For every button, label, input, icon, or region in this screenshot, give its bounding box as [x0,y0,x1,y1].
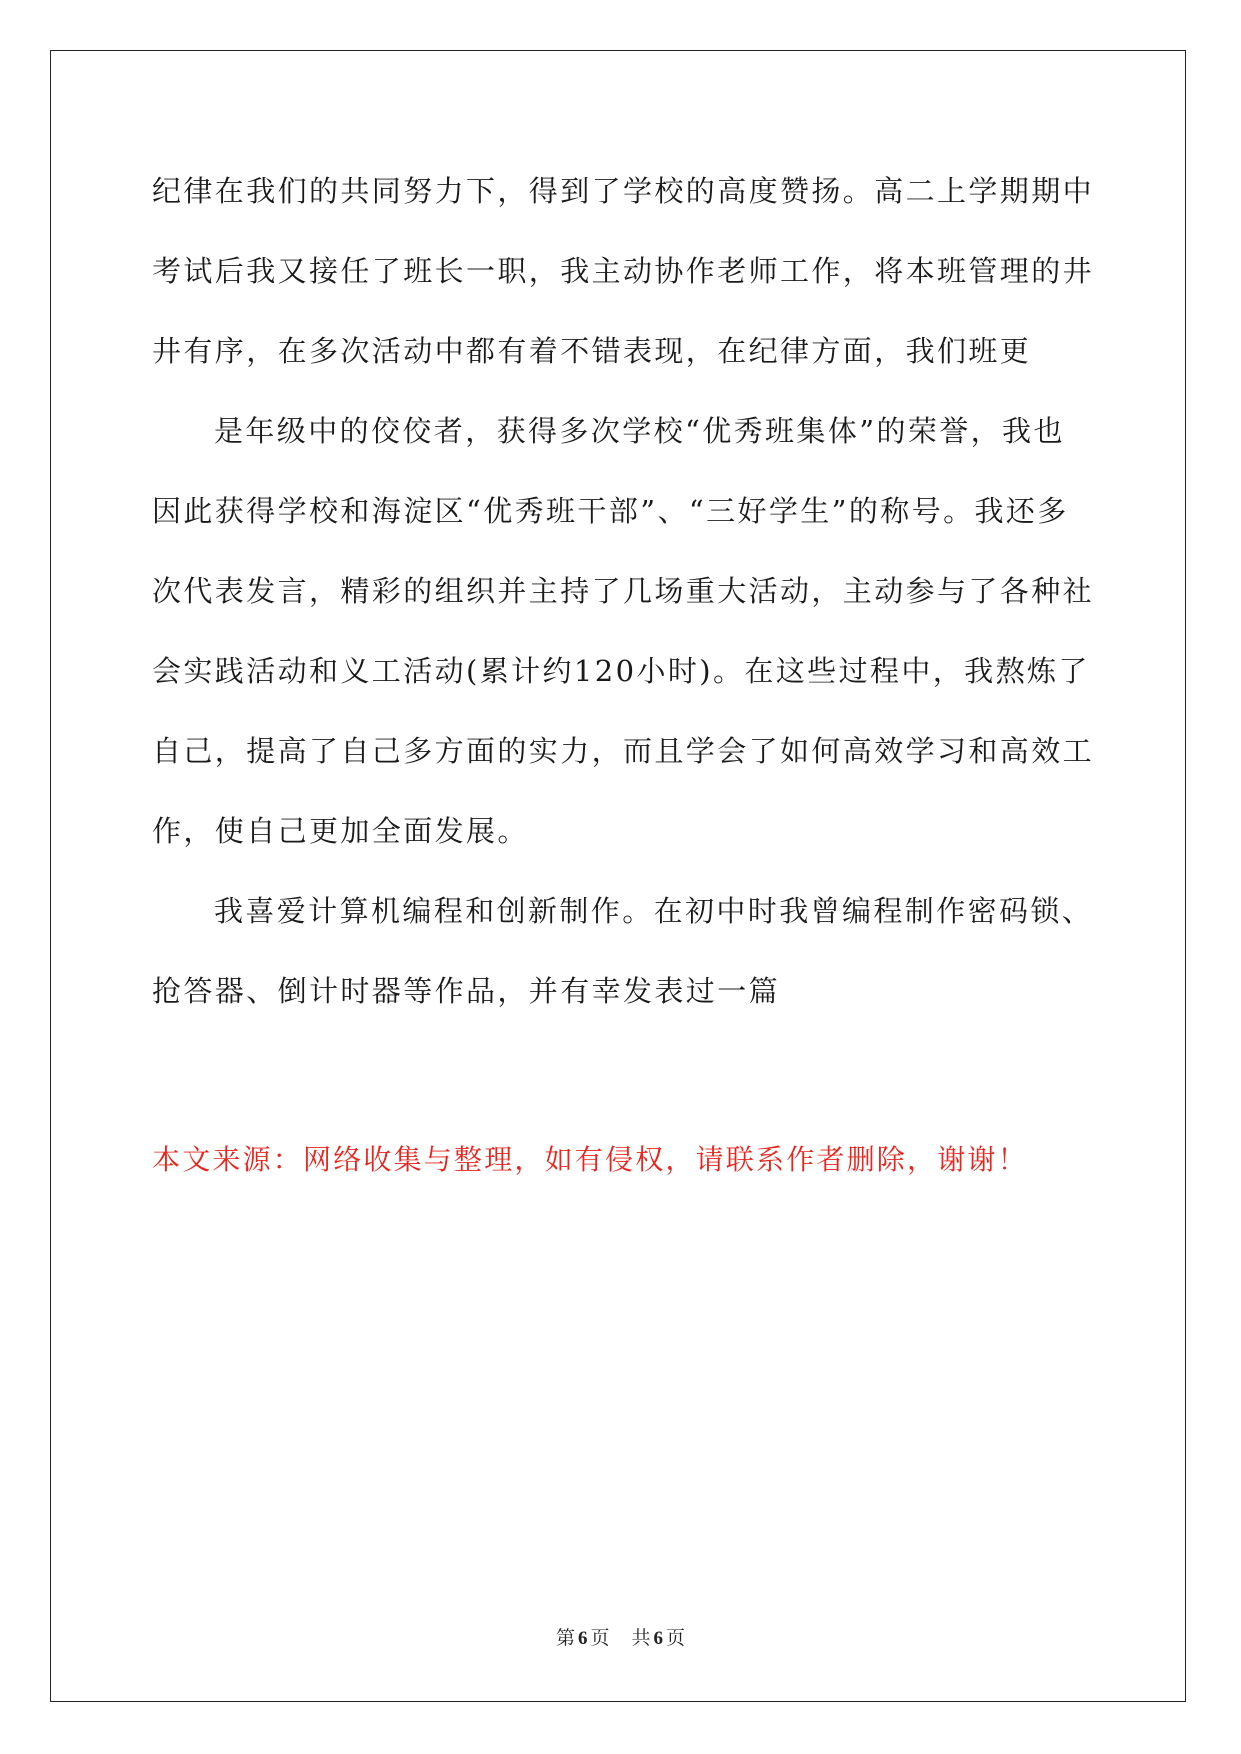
text-line: 会实践活动和义工活动(累计约120小时)。在这些过程中，我熬炼了 [152,654,1090,688]
document-body [152,163,1095,1043]
text-line: 自己，提高了自己多方面的实力，而且学会了如何高效学习和高效工 [152,734,1095,768]
total-page-number: 6 [653,1628,664,1649]
text-line: 我喜爱计算机编程和创新制作。在初中时我曾编程制作密码锁、 [214,894,1094,928]
footer-total-prefix: 共 [631,1627,651,1649]
text-line: 考试后我又接任了班长一职，我主动协作老师工作，将本班管理的井 [152,254,1095,288]
footer-prefix: 第 [555,1627,575,1649]
text-line: 井有序，在多次活动中都有着不错表现，在纪律方面，我们班更 [152,334,1032,368]
page-footer [0,1626,1241,1651]
footer-page-unit: 页 [590,1627,610,1649]
text-line: 抢答器、倒计时器等作品，并有幸发表过一篇 [152,974,781,1008]
text-line: 次代表发言，精彩的组织并主持了几场重大活动，主动参与了各种社 [152,574,1095,608]
text-line: 是年级中的佼佼者，获得多次学校“优秀班集体”的荣誉，我也 [214,414,1065,448]
text-line: 作，使自己更加全面发展。 [152,814,529,848]
footer-total-unit: 页 [666,1627,686,1649]
source-disclaimer: 本文来源：网络收集与整理，如有侵权，请联系作者删除，谢谢！ [152,1143,1028,1176]
current-page-number: 6 [577,1628,588,1649]
text-line: 因此获得学校和海淀区“优秀班干部”、“三好学生”的称号。我还多 [152,494,1069,528]
text-line: 纪律在我们的共同努力下，得到了学校的高度赞扬。高二上学期期中 [152,174,1095,208]
